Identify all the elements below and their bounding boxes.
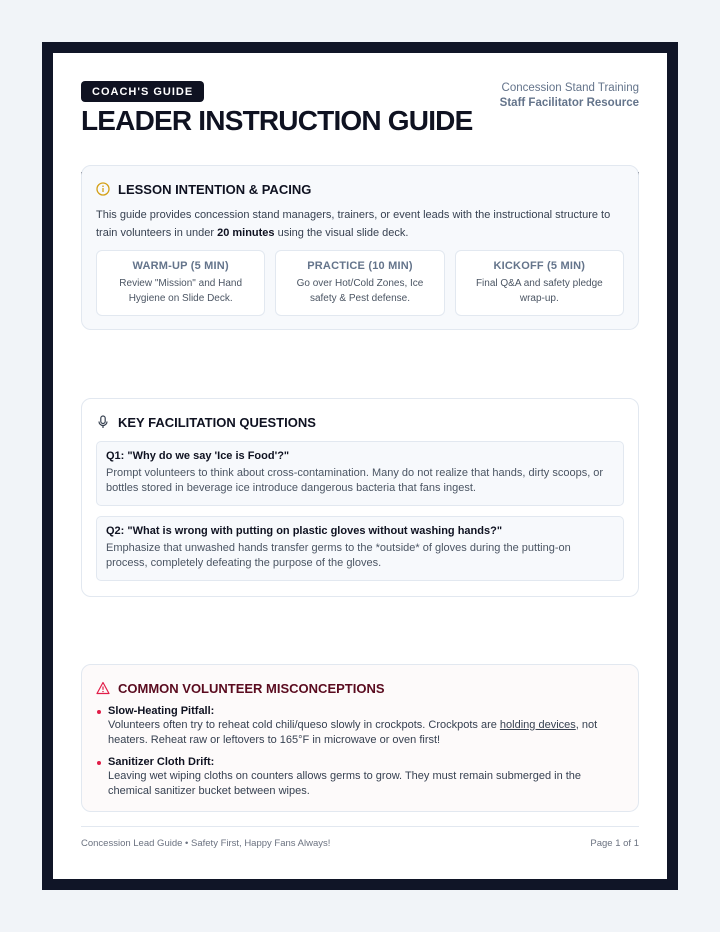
step-heading: PRACTICE (10 MIN) xyxy=(307,260,413,272)
step-warm-up xyxy=(96,250,265,316)
page-frame xyxy=(42,42,678,890)
meta-training-label: Concession Stand Training xyxy=(501,82,639,94)
lesson-card-title: LESSON INTENTION & PACING xyxy=(118,181,312,197)
question-guidance: Emphasize that unwashed hands transfer germs to the *outside* of gloves during the putting-on process, completely defeating the purpose of the gloves. xyxy=(106,542,571,569)
question-item xyxy=(96,516,624,581)
step-practice xyxy=(275,250,444,316)
microphone-icon xyxy=(96,415,110,429)
misconception-item xyxy=(96,705,624,748)
footer-tagline: Concession Lead Guide • Safety First, Happy Fans Always! xyxy=(81,838,331,849)
info-icon xyxy=(96,182,110,196)
step-description: Go over Hot/Cold Zones, Ice safety & Pest defense. xyxy=(296,278,424,304)
holding-devices-term: holding devices xyxy=(499,719,576,731)
lesson-duration: 20 minutes xyxy=(217,227,275,239)
header-meta xyxy=(500,81,639,111)
lesson-card-heading xyxy=(96,180,624,198)
page-title: LEADER INSTRUCTION GUIDE xyxy=(81,105,473,136)
misconceptions-card xyxy=(81,664,639,812)
misconception-description: Leaving wet wiping cloths on counters allows germs to grow. They must remain submerged in the chemical sanitizer bucket between wipes. xyxy=(108,770,582,797)
step-kickoff xyxy=(455,250,624,316)
misconception-item xyxy=(96,756,624,799)
meta-resource-label: Staff Facilitator Resource xyxy=(499,97,639,109)
step-heading: KICKOFF (5 MIN) xyxy=(493,260,586,272)
document-page xyxy=(53,53,667,879)
question-text: Q1: "Why do we say 'Ice is Food'?" xyxy=(106,450,290,462)
page-number: Page 1 of 1 xyxy=(590,838,639,849)
step-description: Review "Mission" and Hand Hygiene on Slide Deck. xyxy=(119,278,243,304)
warning-triangle-icon xyxy=(96,681,110,695)
question-guidance: Prompt volunteers to think about cross-contamination. Many do not realize that hands, dirty scoops, or bottles stored in beverage ice introduce dangerous bacteria that fans ingest. xyxy=(106,467,604,494)
misconceptions-card-heading xyxy=(96,679,624,697)
step-description: Final Q&A and safety pledge wrap-up. xyxy=(475,278,603,304)
misconception-heading: Sanitizer Cloth Drift: xyxy=(108,756,215,768)
misconception-heading: Slow-Heating Pitfall: xyxy=(108,705,215,717)
page-footer xyxy=(81,826,639,849)
facilitation-questions-card xyxy=(81,398,639,597)
coach-guide-badge: COACH'S GUIDE xyxy=(81,81,204,102)
misconception-description: Volunteers often try to reheat cold chili/queso slowly in crockpots. Crockpots are holding devices, not heaters. Reheat raw or leftovers to 165°F in microwave or oven first! xyxy=(108,719,598,746)
question-text: Q2: "What is wrong with putting on plastic gloves without washing hands?" xyxy=(106,525,503,537)
misconceptions-card-title: COMMON VOLUNTEER MISCONCEPTIONS xyxy=(118,680,385,696)
header xyxy=(81,81,639,176)
questions-card-heading xyxy=(96,413,624,431)
questions-card-title: KEY FACILITATION QUESTIONS xyxy=(118,414,316,430)
lesson-intro: This guide provides concession stand managers, trainers, or event leads with the instructional structure to train volunteers in under 20 minutes using the visual slide deck. xyxy=(96,209,611,239)
lesson-pacing-card xyxy=(81,165,639,330)
pacing-steps xyxy=(96,250,624,316)
step-heading: WARM-UP (5 MIN) xyxy=(132,260,229,272)
question-item xyxy=(96,441,624,506)
